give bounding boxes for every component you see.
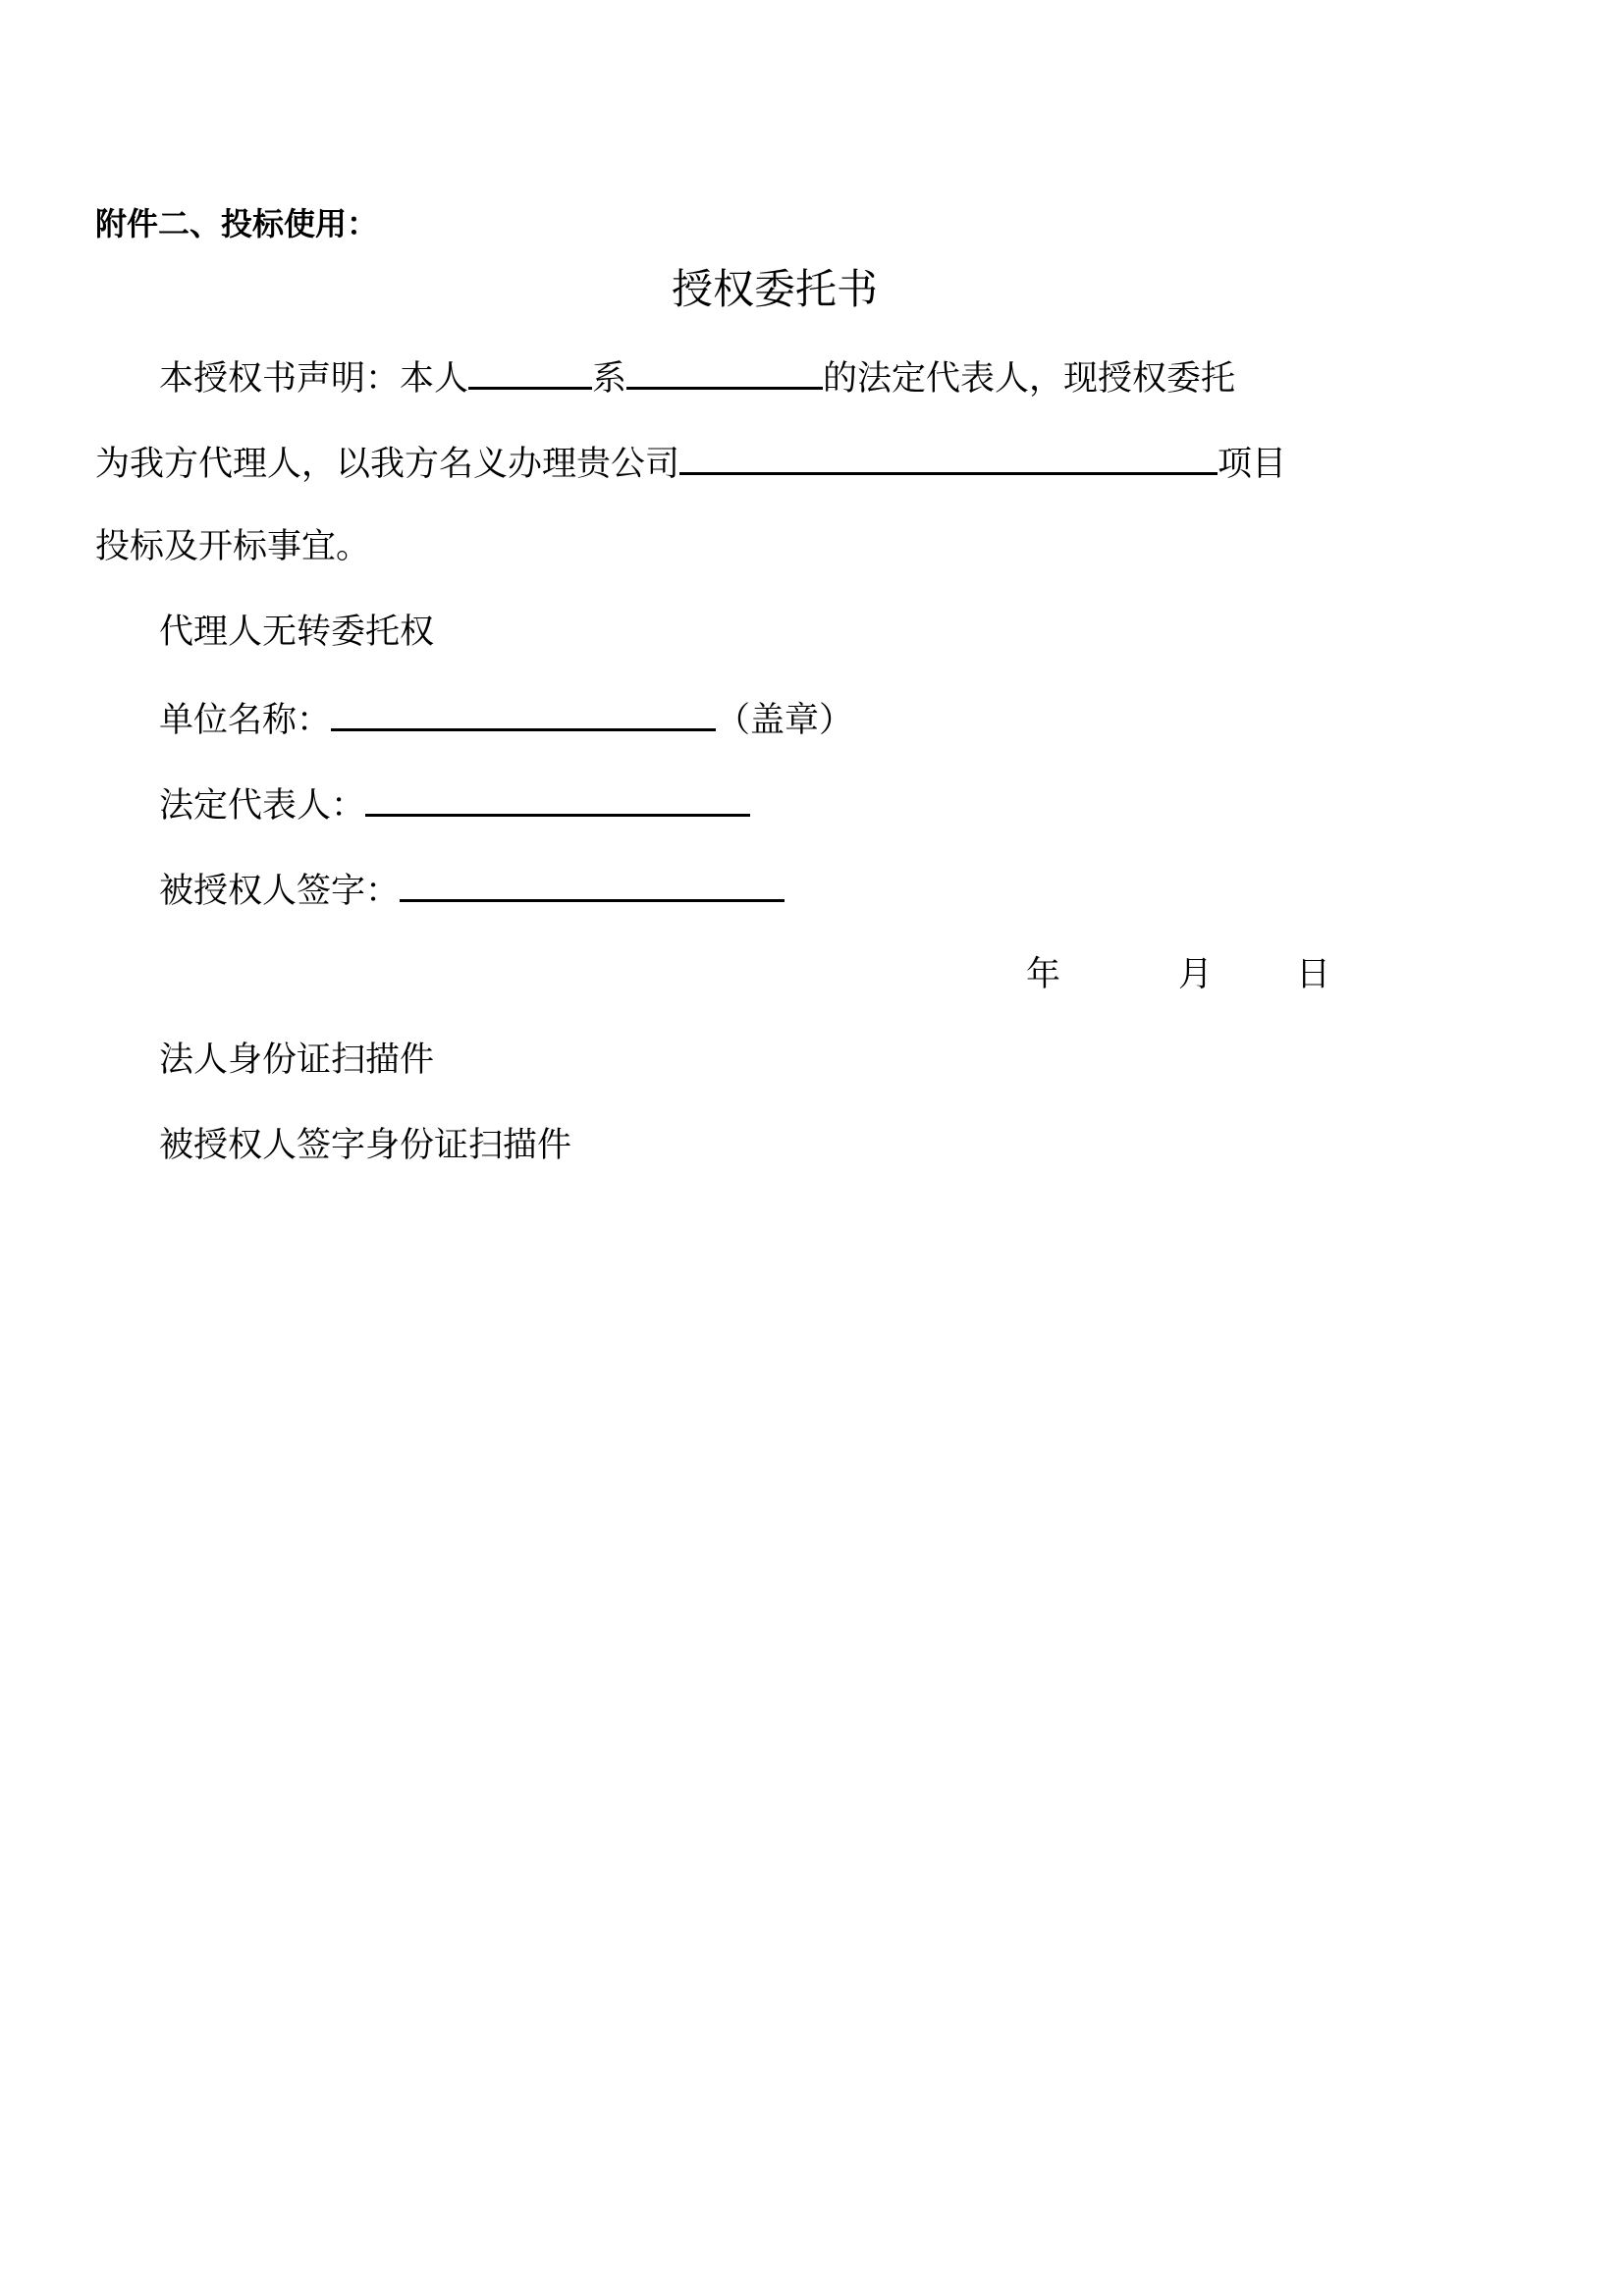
unit-name-row: [159, 701, 853, 738]
seal-note: （盖章）: [716, 701, 854, 740]
declaration-agent: 为我方代理人，以我方名义办理贵公司: [95, 445, 680, 484]
declaration-line-3: 投标及开标事宜。: [95, 527, 371, 566]
document-title: 授权委托书: [671, 265, 878, 313]
declaration-xi: 系: [592, 359, 627, 399]
attachment-heading: 附件二、投标使用：: [95, 205, 379, 242]
unit-name-field[interactable]: [331, 701, 716, 731]
date-day: 日: [1296, 955, 1331, 994]
legal-rep-field[interactable]: [365, 786, 750, 817]
name-blank[interactable]: [468, 359, 592, 390]
declaration-intro: 本授权书声明：本人: [159, 359, 469, 399]
company-blank[interactable]: [626, 359, 823, 390]
authorized-id-scan-label: 被授权人签字身份证扫描件: [159, 1126, 572, 1165]
no-sub-delegation-note: 代理人无转委托权: [159, 613, 435, 652]
legal-rep-row: [159, 786, 750, 824]
authorized-sign-field[interactable]: [400, 872, 785, 902]
authorized-sign-row: [159, 872, 785, 909]
legal-id-scan-label: 法人身份证扫描件: [159, 1041, 435, 1080]
date-month: 月: [1178, 955, 1214, 994]
date-year: 年: [1026, 955, 1061, 994]
declaration-project: 项目: [1218, 445, 1287, 484]
project-blank[interactable]: [679, 445, 1218, 475]
authorized-sign-label: 被授权人签字：: [159, 872, 401, 911]
declaration-line-1: [159, 359, 1235, 397]
legal-rep-label: 法定代表人：: [159, 786, 366, 826]
declaration-line-2: [95, 445, 1286, 482]
declaration-rest: 的法定代表人，现授权委托: [823, 359, 1236, 399]
unit-name-label: 单位名称：: [159, 701, 332, 740]
